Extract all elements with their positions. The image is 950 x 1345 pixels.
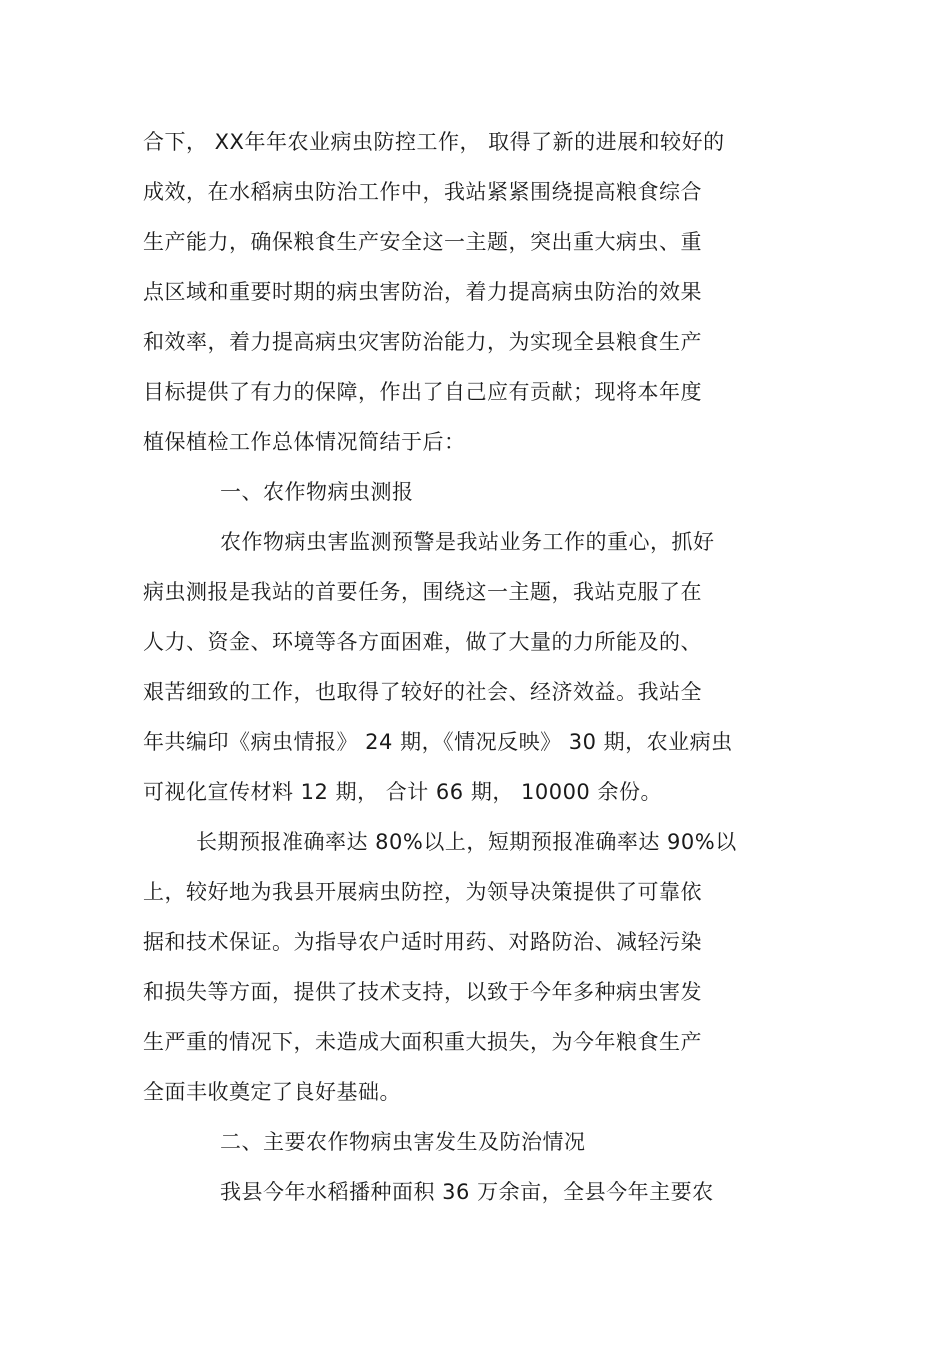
text-line: 和损失等方面，提供了技术支持，以致于今年多种病虫害发 [143, 980, 702, 1004]
text-line: 成效，在水稻病虫防治工作中，我站紧紧围绕提高粮食综合 [143, 180, 702, 204]
section-heading: 二、主要农作物病虫害发生及防治情况 [220, 1130, 586, 1154]
text-line: 年共编印《病虫情报》 24 期，《情况反映》 30 期，农业病虫 [143, 730, 733, 754]
text-line: 合下， XX年年农业病虫防控工作， 取得了新的进展和较好的 [143, 130, 725, 154]
text-line: 长期预报准确率达 80%以上，短期预报准确率达 90%以 [196, 830, 737, 854]
text-line: 全面丰收奠定了良好基础。 [143, 1080, 401, 1104]
text-line: 人力、资金、环境等各方面困难，做了大量的力所能及的、 [143, 630, 702, 654]
text-line: 农作物病虫害监测预警是我站业务工作的重心，抓好 [220, 530, 715, 554]
text-line: 生严重的情况下，未造成大面积重大损失，为今年粮食生产 [143, 1030, 702, 1054]
text-line: 艰苦细致的工作，也取得了较好的社会、经济效益。我站全 [143, 680, 702, 704]
text-line: 目标提供了有力的保障，作出了自己应有贡献；现将本年度 [143, 380, 702, 404]
text-line: 植保植检工作总体情况简结于后： [143, 430, 466, 454]
text-line: 可视化宣传材料 12 期， 合计 66 期， 10000 余份。 [143, 780, 662, 804]
text-line: 上，较好地为我县开展病虫防控，为领导决策提供了可靠依 [143, 880, 702, 904]
text-line: 和效率，着力提高病虫灾害防治能力，为实现全县粮食生产 [143, 330, 702, 354]
text-line: 生产能力，确保粮食生产安全这一主题，突出重大病虫、重 [143, 230, 702, 254]
section-heading: 一、农作物病虫测报 [220, 480, 414, 504]
text-line: 病虫测报是我站的首要任务，围绕这一主题，我站克服了在 [143, 580, 702, 604]
text-line: 我县今年水稻播种面积 36 万余亩，全县今年主要农 [220, 1180, 714, 1204]
text-line: 点区域和重要时期的病虫害防治，着力提高病虫防治的效果 [143, 280, 702, 304]
text-line: 据和技术保证。为指导农户适时用药、对路防治、减轻污染 [143, 930, 702, 954]
